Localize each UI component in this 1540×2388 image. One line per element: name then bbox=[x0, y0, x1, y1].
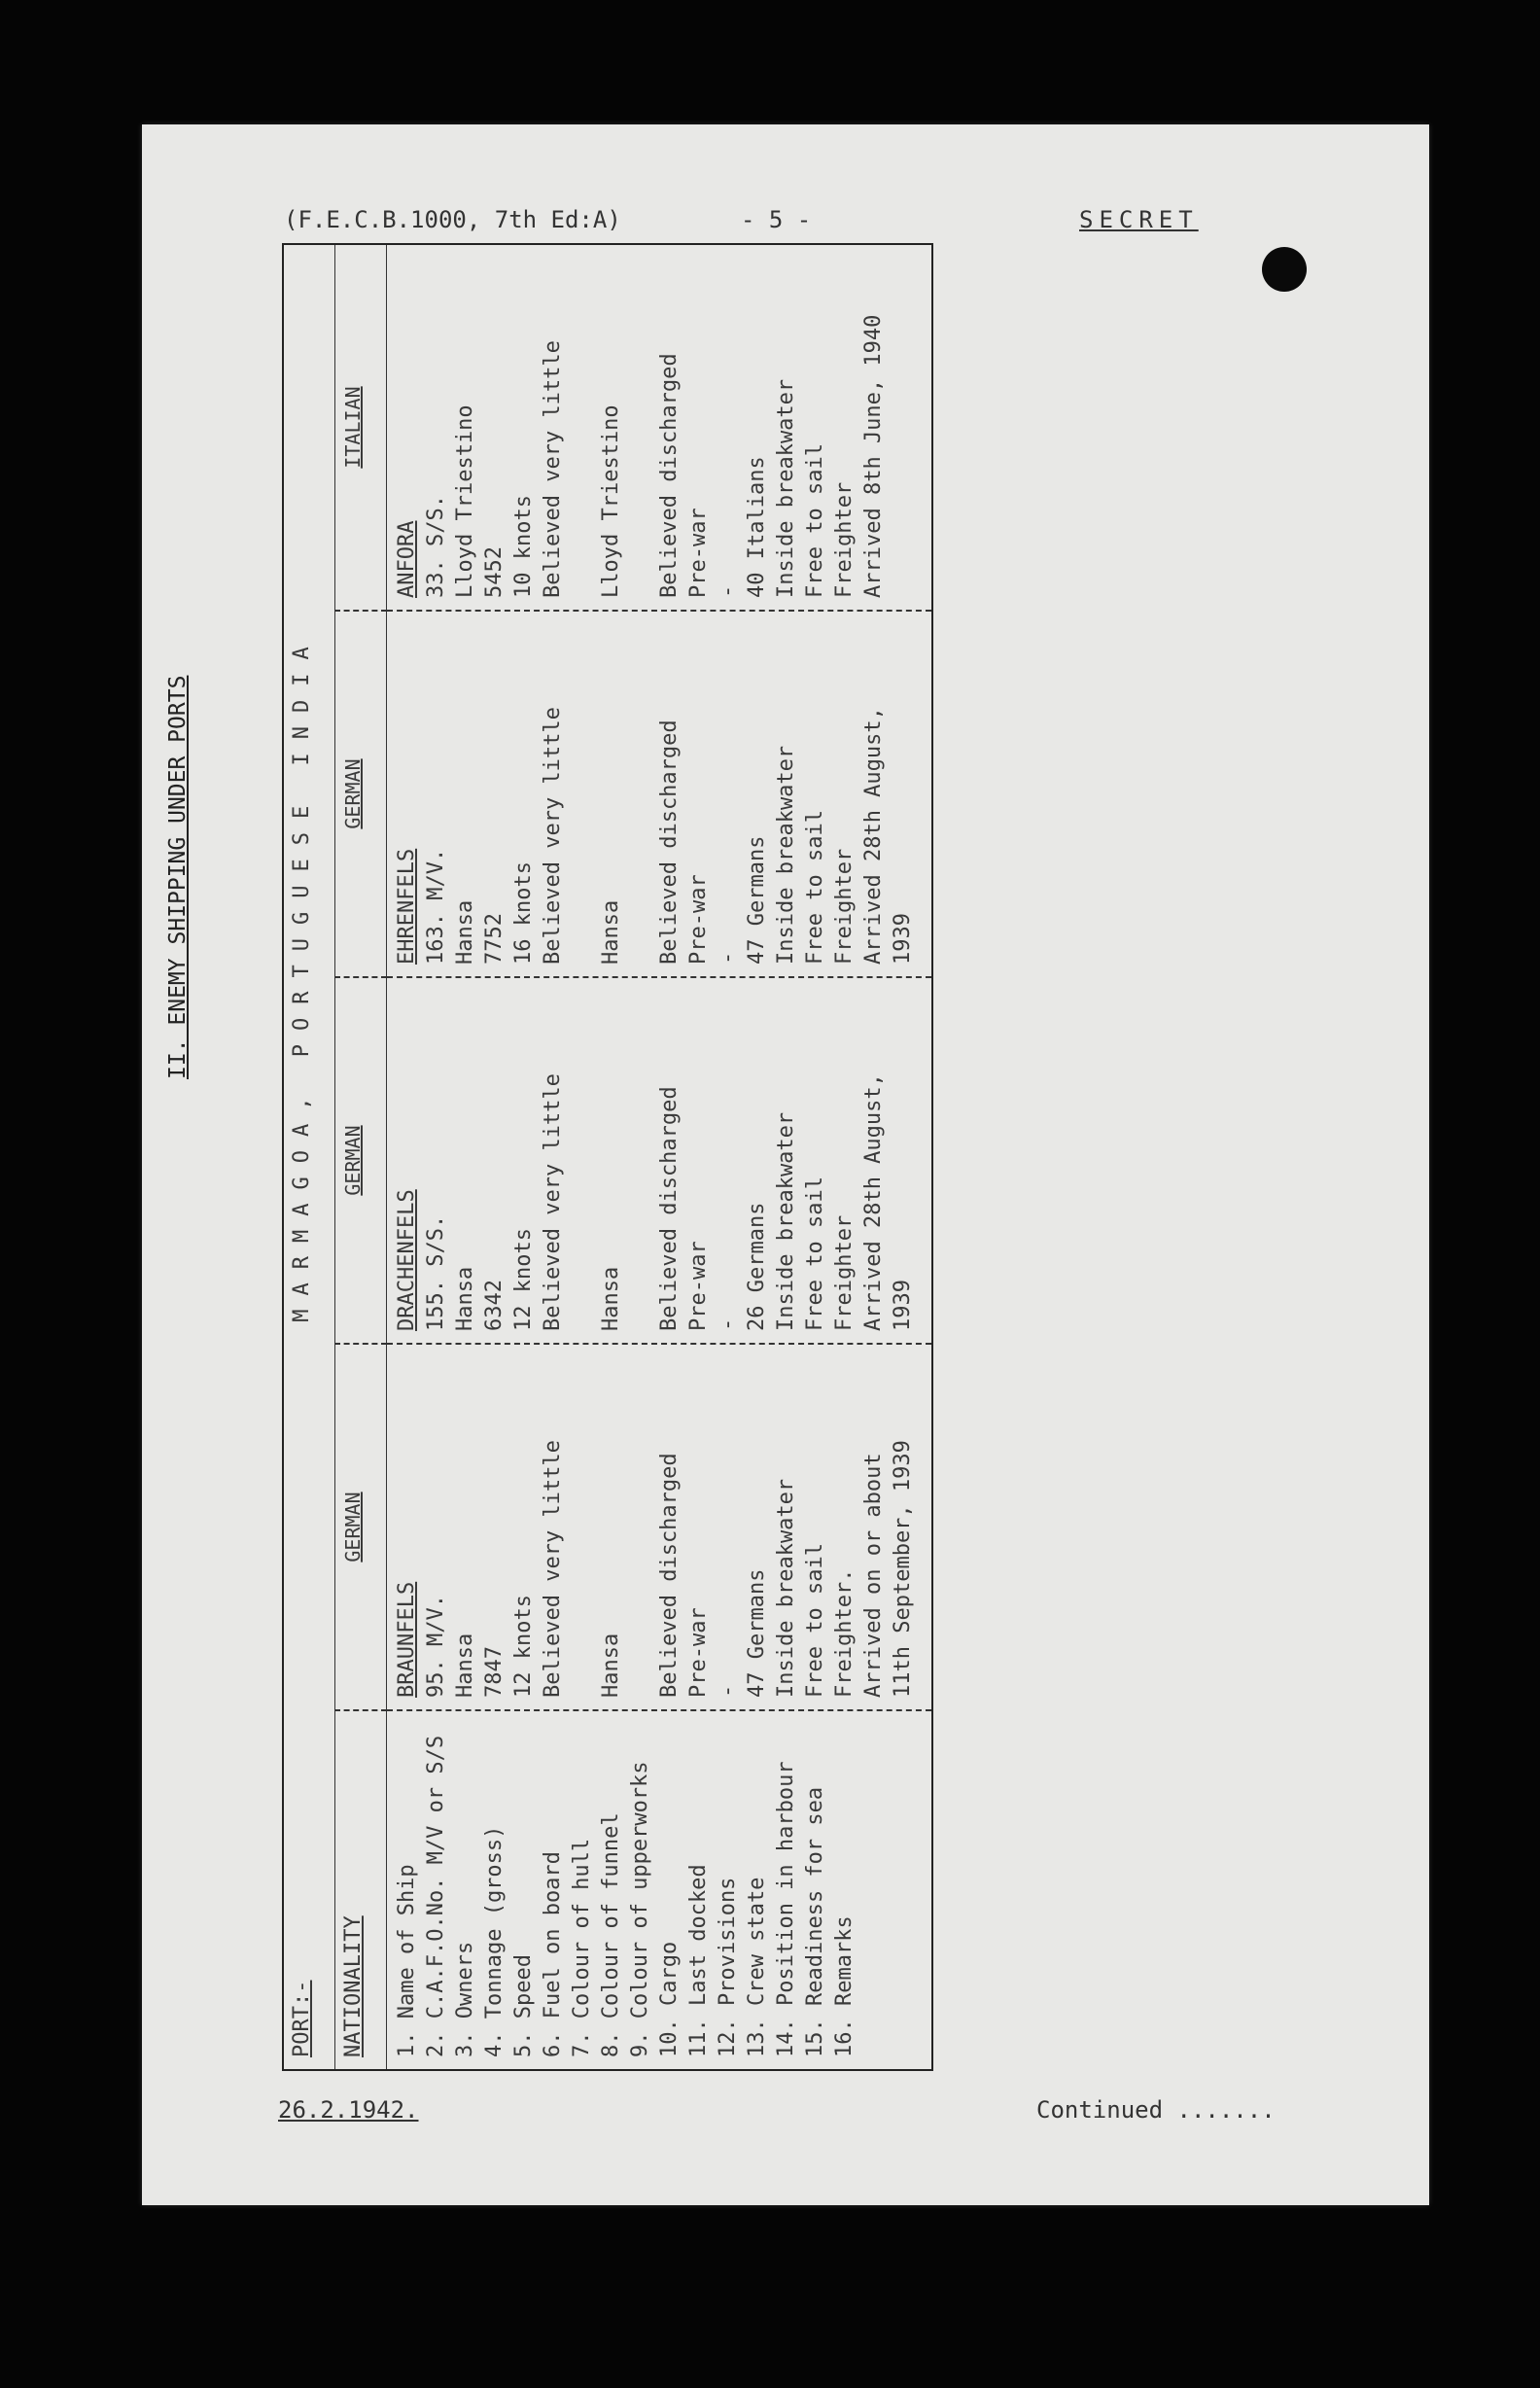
ship-detail: 12 knots bbox=[511, 1595, 536, 1698]
ship-name: BRAUNFELS bbox=[395, 1581, 419, 1698]
nationality-label: NATIONALITY bbox=[341, 1915, 366, 2057]
ship-detail bbox=[568, 623, 597, 965]
ship-detail: Freighter bbox=[832, 848, 857, 965]
ship-detail bbox=[568, 990, 597, 1331]
ship-detail: 47 Germans bbox=[745, 835, 769, 965]
field-label: 9. Colour of upperworks bbox=[628, 1761, 652, 2057]
nationality-ship-1: GERMAN bbox=[335, 1344, 387, 1710]
ship-detail: 47 Germans bbox=[745, 1568, 769, 1698]
field-label: 10. Cargo bbox=[657, 1941, 682, 2057]
ship-column-anfora bbox=[387, 244, 933, 611]
ship-detail: Inside breakwater bbox=[774, 1478, 798, 1698]
ship-detail bbox=[889, 257, 918, 598]
field-label: 5. Speed bbox=[511, 1954, 536, 2057]
ship-detail: 155. S/S. bbox=[424, 1214, 448, 1331]
field-label: 1. Name of Ship bbox=[395, 1864, 419, 2057]
punch-hole bbox=[1262, 247, 1307, 292]
ship-detail: Hansa bbox=[599, 899, 623, 965]
ship-name: ANFORA bbox=[395, 520, 419, 598]
ship-detail: Inside breakwater bbox=[774, 1111, 798, 1331]
ship-detail: Believed very little bbox=[541, 1440, 565, 1698]
ship-detail: 6342 bbox=[482, 1280, 507, 1331]
nationality-ship-4: ITALIAN bbox=[335, 244, 387, 611]
port-row bbox=[283, 244, 335, 2070]
ship-detail: Hansa bbox=[453, 899, 477, 965]
port-label-cell bbox=[283, 1710, 335, 2070]
ship-detail: Believed discharged bbox=[657, 1453, 682, 1698]
ship-detail: 12 knots bbox=[511, 1228, 536, 1331]
field-label: 14. Position in harbour bbox=[774, 1761, 798, 2057]
field-label: 16. Remarks bbox=[832, 1915, 857, 2057]
ship-detail: 7847 bbox=[482, 1646, 507, 1698]
ship-detail: Pre-war bbox=[686, 874, 711, 965]
ship-detail: - bbox=[716, 1317, 740, 1331]
shipping-table bbox=[282, 243, 933, 2071]
ship-detail: Pre-war bbox=[686, 1241, 711, 1331]
ship-detail: Believed discharged bbox=[657, 353, 682, 598]
ship-detail bbox=[626, 257, 655, 598]
ship-detail: Pre-war bbox=[686, 508, 711, 598]
ship-name: EHRENFELS bbox=[395, 848, 419, 965]
document-reference: (F.E.C.B.1000, 7th Ed:A) bbox=[284, 206, 621, 233]
ship-detail: - bbox=[716, 584, 740, 598]
field-label: 11. Last docked bbox=[686, 1864, 711, 2057]
nationality-label-cell bbox=[335, 1710, 387, 2070]
ship-detail: Arrived 28th August, bbox=[861, 707, 886, 965]
ship-detail: - bbox=[716, 1684, 740, 1698]
ship-detail: Lloyd Triestino bbox=[599, 404, 623, 598]
ship-detail: Inside breakwater bbox=[774, 745, 798, 965]
ship-detail: 26 Germans bbox=[745, 1202, 769, 1331]
field-label: 4. Tonnage (gross) bbox=[482, 1825, 507, 2057]
field-label: 7. Colour of hull bbox=[570, 1838, 594, 2057]
ship-detail: - bbox=[716, 951, 740, 965]
ship-detail: Hansa bbox=[453, 1266, 477, 1331]
ship-detail: Believed very little bbox=[541, 707, 565, 965]
field-label: 12. Provisions bbox=[716, 1877, 740, 2057]
ship-detail: Believed discharged bbox=[657, 720, 682, 965]
ship-detail: Lloyd Triestino bbox=[453, 404, 477, 598]
ship-column-braunfels bbox=[387, 1344, 933, 1710]
classification-label: SECRET bbox=[1079, 206, 1199, 233]
port-label: PORT:- bbox=[290, 1980, 314, 2057]
ship-detail: Freighter bbox=[832, 1214, 857, 1331]
ship-detail bbox=[626, 1356, 655, 1698]
continued-note: Continued ....... bbox=[1036, 2096, 1276, 2124]
ship-detail: 95. M/V. bbox=[424, 1595, 448, 1698]
ship-detail: 33. S/S. bbox=[424, 495, 448, 598]
ship-detail: Believed discharged bbox=[657, 1086, 682, 1331]
ship-detail: Believed very little bbox=[541, 1073, 565, 1331]
ship-detail bbox=[568, 1356, 597, 1698]
field-labels-column bbox=[387, 1710, 933, 2070]
ship-name: DRACHENFELS bbox=[395, 1189, 419, 1331]
field-label: 6. Fuel on board bbox=[541, 1851, 565, 2057]
field-label: 8. Colour of funnel bbox=[599, 1812, 623, 2057]
rotated-table-area bbox=[165, 243, 933, 2071]
ship-column-drachenfels bbox=[387, 977, 933, 1344]
ship-detail: 1939 bbox=[891, 913, 915, 965]
field-label: 3. Owners bbox=[453, 1941, 477, 2057]
ship-detail: Believed very little bbox=[541, 340, 565, 598]
ship-detail: Arrived 8th June, 1940 bbox=[861, 314, 886, 598]
nationality-row bbox=[335, 244, 387, 2070]
ship-detail: Hansa bbox=[599, 1633, 623, 1698]
ship-detail: 10 knots bbox=[511, 495, 536, 598]
ship-detail: Free to sail bbox=[803, 1543, 827, 1698]
page-header bbox=[284, 206, 1266, 235]
ship-detail: Arrived on or about bbox=[861, 1453, 886, 1698]
ship-column-ehrenfels bbox=[387, 611, 933, 977]
ship-detail: 40 Italians bbox=[745, 456, 769, 598]
ship-detail: Freighter bbox=[832, 481, 857, 598]
ship-detail: Arrived 28th August, bbox=[861, 1073, 886, 1331]
document-date: 26.2.1942. bbox=[278, 2096, 419, 2124]
ship-detail: 7752 bbox=[482, 913, 507, 965]
ship-detail: 1939 bbox=[891, 1280, 915, 1331]
ship-detail: 163. M/V. bbox=[424, 848, 448, 965]
section-title: II. ENEMY SHIPPING UNDER PORTS bbox=[165, 675, 191, 1079]
details-row bbox=[387, 244, 933, 2070]
ship-detail: Freighter. bbox=[832, 1568, 857, 1698]
ship-detail: 16 knots bbox=[511, 861, 536, 965]
ship-detail bbox=[568, 257, 597, 598]
ship-detail bbox=[626, 990, 655, 1331]
ship-detail: Free to sail bbox=[803, 443, 827, 598]
ship-detail: Free to sail bbox=[803, 1176, 827, 1331]
ship-detail: 5452 bbox=[482, 546, 507, 598]
ship-detail: Hansa bbox=[453, 1633, 477, 1698]
ship-detail: Hansa bbox=[599, 1266, 623, 1331]
ship-detail bbox=[626, 623, 655, 965]
nationality-ship-3: GERMAN bbox=[335, 611, 387, 977]
field-label: 15. Readiness for sea bbox=[803, 1786, 827, 2057]
ship-detail: 11th September, 1939 bbox=[891, 1440, 915, 1698]
ship-detail: Pre-war bbox=[686, 1607, 711, 1698]
ship-detail: Free to sail bbox=[803, 810, 827, 965]
ship-detail: Inside breakwater bbox=[774, 378, 798, 598]
nationality-ship-2: GERMAN bbox=[335, 977, 387, 1344]
port-name: MARMAGOA, PORTUGUESE INDIA bbox=[283, 244, 335, 1710]
field-label: 2. C.A.F.O.No. M/V or S/S bbox=[424, 1735, 448, 2057]
field-label: 13. Crew state bbox=[745, 1877, 769, 2057]
page-number: - 5 - bbox=[741, 206, 812, 233]
